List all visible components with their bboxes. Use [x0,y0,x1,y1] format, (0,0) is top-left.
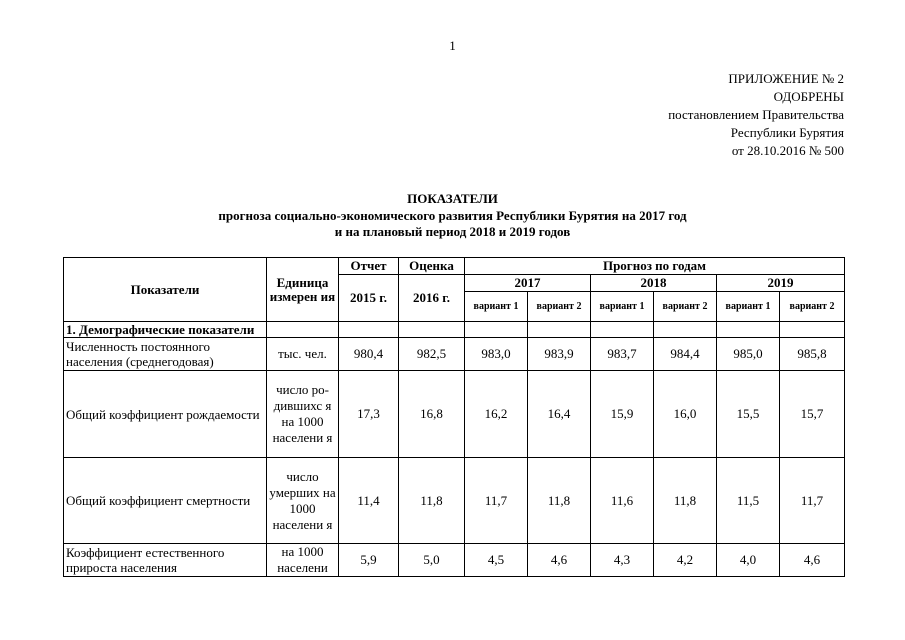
cell-2016: 982,5 [399,338,465,371]
cell-2017-v1: 11,7 [465,458,528,544]
cell-2019-v2: 985,8 [780,338,845,371]
cell-2018-v2: 11,8 [654,458,717,544]
header-year-2018: 2018 [591,275,717,292]
header-year-2019: 2019 [717,275,845,292]
cell-2018-v2: 16,0 [654,371,717,458]
table-row [64,371,845,458]
cell-2017-v1: 16,2 [465,371,528,458]
cell-2016: 5,0 [399,544,465,577]
cell-2019-v1: 11,5 [717,458,780,544]
cell-2015: 980,4 [339,338,399,371]
title-line-2: прогноза социально-экономического развития Республики Бурятия на 2017 год [218,208,687,223]
cell-2019-v2: 11,7 [780,458,845,544]
document-title [0,191,905,240]
header-estimate-year: 2016 г. [399,275,465,322]
row-indicator-name: Общий коэффициент рождаемости [64,371,267,458]
cell-2019-v2: 15,7 [780,371,845,458]
cell-2018-v1: 983,7 [591,338,654,371]
approval-line-approved: ОДОБРЕНЫ [773,89,844,104]
header-unit: Единица измерен ия [267,258,339,322]
cell-2016: 11,8 [399,458,465,544]
cell-2016: 16,8 [399,371,465,458]
cell-2019-v1: 15,5 [717,371,780,458]
header-2019-variant-1: вариант 1 [717,292,780,322]
header-2018-variant-2: вариант 2 [654,292,717,322]
row-unit: число умерших на 1000 населени я [267,458,339,544]
approval-line-appendix: ПРИЛОЖЕНИЕ № 2 [728,71,844,86]
title-line-3: и на плановый период 2018 и 2019 годов [334,224,571,239]
header-forecast: Прогноз по годам [465,258,845,275]
header-report-year: 2015 г. [339,275,399,322]
cell-2015: 11,4 [339,458,399,544]
cell-2017-v2: 4,6 [528,544,591,577]
header-2017-variant-2: вариант 2 [528,292,591,322]
approval-line-date-number: от 28.10.2016 № 500 [731,143,844,158]
header-2017-variant-1: вариант 1 [465,292,528,322]
row-indicator-name: Общий коэффициент смертности [64,458,267,544]
cell-2018-v1: 15,9 [591,371,654,458]
cell-2017-v1: 983,0 [465,338,528,371]
table-row [64,544,845,577]
row-indicator-name: Численность постоянного населения (среднегодовая) [64,338,267,371]
cell-2018-v1: 4,3 [591,544,654,577]
row-indicator-name: Коэффициент естественного прироста населения [64,544,267,577]
cell-2017-v2: 11,8 [528,458,591,544]
section-row [64,322,845,338]
cell-2018-v2: 4,2 [654,544,717,577]
approval-block [668,70,844,160]
title-main: ПОКАЗАТЕЛИ [407,191,498,206]
row-unit: число ро-дившихс я на 1000 населени я [267,371,339,458]
table-row [64,458,845,544]
cell-2019-v1: 4,0 [717,544,780,577]
cell-2018-v2: 984,4 [654,338,717,371]
header-2019-variant-2: вариант 2 [780,292,845,322]
indicators-table [63,257,845,577]
section-title: 1. Демографические показатели [64,322,267,338]
cell-2019-v2: 4,6 [780,544,845,577]
cell-2019-v1: 985,0 [717,338,780,371]
header-estimate: Оценка [399,258,465,275]
cell-2015: 5,9 [339,544,399,577]
page-number: 1 [449,38,456,53]
header-report: Отчет [339,258,399,275]
cell-2018-v1: 11,6 [591,458,654,544]
row-unit: на 1000 населени [267,544,339,577]
header-2018-variant-1: вариант 1 [591,292,654,322]
cell-2017-v2: 983,9 [528,338,591,371]
cell-2015: 17,3 [339,371,399,458]
row-unit: тыс. чел. [267,338,339,371]
table-row [64,338,845,371]
cell-2017-v1: 4,5 [465,544,528,577]
header-year-2017: 2017 [465,275,591,292]
approval-line-resolution: постановлением Правительства [668,107,844,122]
header-indicator: Показатели [64,258,267,322]
cell-2017-v2: 16,4 [528,371,591,458]
approval-line-government: Республики Бурятия [730,125,844,140]
